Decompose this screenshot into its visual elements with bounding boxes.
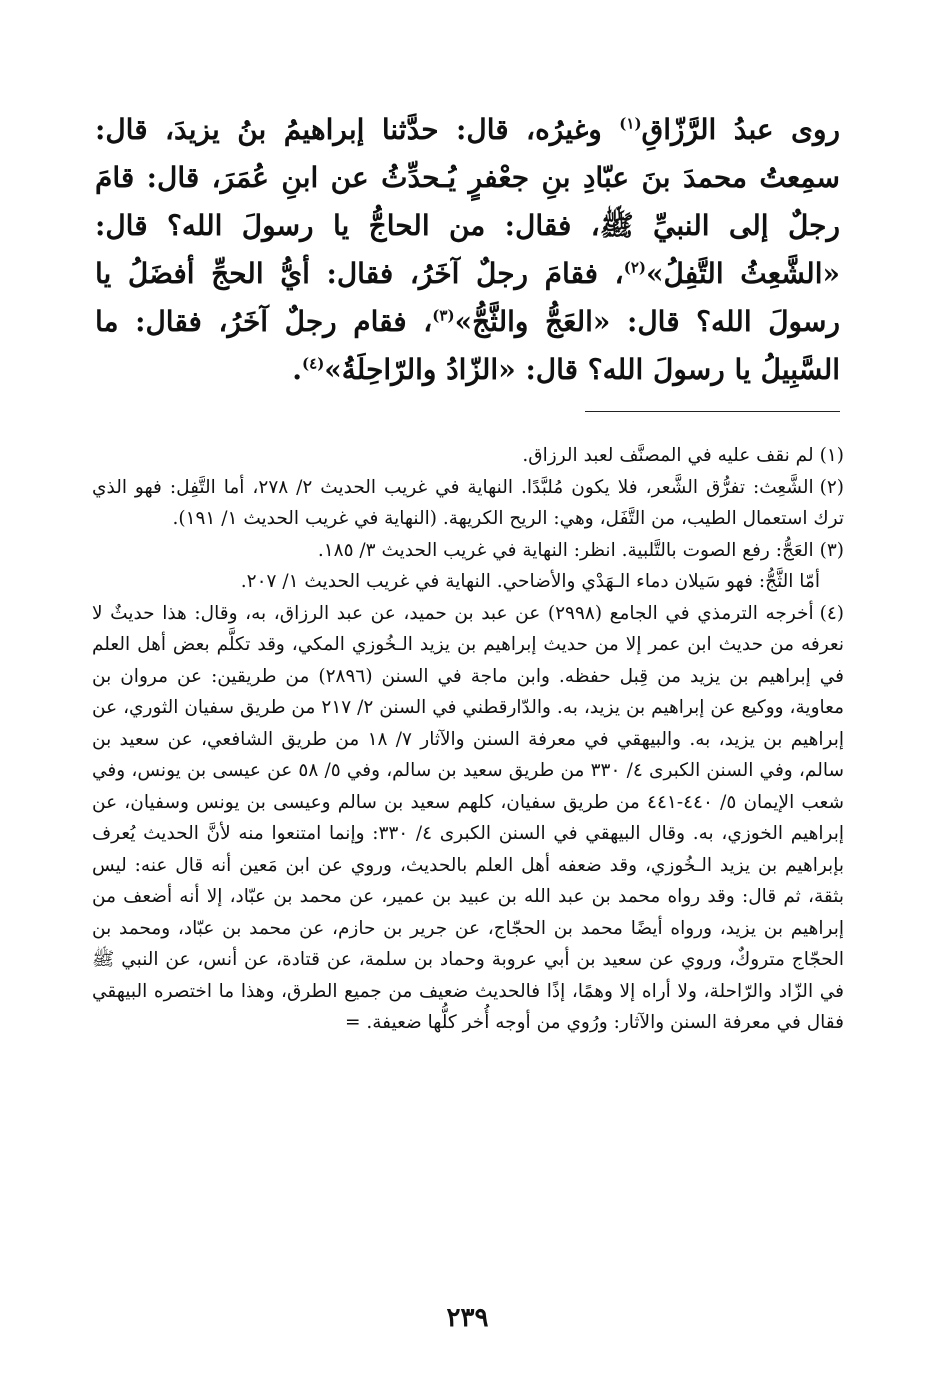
- footnote-ref-3[interactable]: (٣): [432, 306, 455, 325]
- footnote-4: [92, 598, 844, 1039]
- main-text-part-1: روى عبدُ الرَّزّاقِ: [641, 113, 840, 146]
- footnote-3: [92, 535, 844, 567]
- footnote-number: (٤): [819, 602, 844, 624]
- footnote-2: [92, 472, 844, 535]
- footnote-ref-2[interactable]: (٢): [623, 258, 646, 277]
- page-number: ٢٣٩: [446, 1303, 489, 1333]
- footnote-text: لم نقف عليه في المصنَّف لعبد الرزاق.: [522, 445, 814, 466]
- footnote-text: أمّا الثَّجُّ: فهو سَيلان دماء الـهَدْي والأضاحي. النهاية في غريب الحديث ١/ ٢٠٧.: [240, 571, 820, 592]
- footnote-3-continued: [92, 566, 844, 598]
- main-text-part-5: .: [292, 353, 303, 386]
- footnote-text: العَجُّ: رفع الصوت بالتَّلبية. انظر: النهاية في غريب الحديث ٣/ ١٨٥.: [317, 539, 814, 561]
- footnote-ref-4[interactable]: (٤): [302, 354, 325, 373]
- footnote-divider: [585, 411, 840, 412]
- footnote-number: (١): [819, 445, 844, 466]
- main-text: [95, 106, 840, 394]
- footnote-number: (٢): [819, 476, 844, 498]
- footnote-ref-1[interactable]: (١): [619, 114, 642, 133]
- footnote-number: (٣): [819, 539, 844, 561]
- main-text-part-4: ، فقام رجلٌ آخَرُ، فقال: ما السَّبِيلُ يا رسولَ الله؟ قال: «الزّادُ والرّاحِلَةُ»: [95, 305, 840, 386]
- footnote-text: أخرجه الترمذي في الجامع (٢٩٩٨) عن عبد بن حميد، عن عبد الرزاق، به، وقال: هذا حديثٌ لا نعرفه من حديث ابن عمر إلا من حديث إبراهيم بن يزيد الـخُوزي المكي، وقد تكلَّم بعض أهل العلم في إبراهيم بن يزيد من قِبل حفظه. وابن ماجة في السنن (٢٨٩٦) من طريقين: عن مروان بن معاوية، ووكيع عن إبراهيم بن يزيد، به. والدّارقطني في السنن ٢/ ٢١٧ من طريق سفيان الثوري، عن إبراهيم بن يزيد، به. والبيهقي في معرفة السنن والآثار ٧/ ١٨ من طريق الشافعي، عن سعيد بن سالم، وفي السنن الكبرى ٤/ ٣٣٠ من طريق سعيد بن سالم، وفي ٥/ ٥٨ عن عيسى بن يونس، وفي شعب الإيمان ٥/ ٤٤٠-٤٤١ من طريق سفيان، كلهم سعيد بن سالم وعيسى بن يونس وسفيان، عن إبراهيم الخوزي، به. وقال البيهقي في السنن الكبرى ٤/ ٣٣٠: وإنما امتنعوا منه لأنَّ الحديث يُعرف بإبراهيم بن يزيد الـخُوزي، وقد ضعفه أهل العلم بالحديث، وروي عن ابن مَعين أنه قال عنه: ليس بثقة، ثم قال: وقد رواه محمد بن عبد الله بن عبيد بن عمير، عن محمد بن عبّاد، إلا أنه أضعف من إبراهيم بن يزيد، ورواه أيضًا محمد بن الحجّاج، عن جرير بن حازم، عن محمد بن عبّاد، ومحمد بن الحجّاج متروكٌ، وروي عن سعيد بن أبي عروبة وحماد بن سلمة، عن قتادة، عن أنس، عن النبي ﷺ في الزّاد والرّاحلة، ولا أراه إلا وهمًا، إذًا فالحديث ضعيف من جميع الطرق، وهذا ما اختصره البيهقي فقال في معرفة السنن والآثار: ورُوي من أوجه أُخر كلُّها ضعيفة. =: [92, 602, 844, 1033]
- main-text-part-2: وغيرُه، قال: حدَّثنا إبراهيمُ بنُ يزيدَ، قال: سمِعتُ محمدَ بنَ عبّادِ بنِ جعْفرٍ يُـحدِّثُ عن ابنِ عُمَرَ، قال: قامَ رجلٌ إلى النبيِّ ﷺ، فقال: من الحاجُّ يا رسولَ الله؟ قال: «الشَّعِثُ التَّفِلُ»: [95, 113, 840, 290]
- footnote-1: [92, 440, 844, 472]
- main-text-part-3: ، فقامَ رجلٌ آخَرُ، فقال: أيُّ الحجِّ أفضَلُ يا رسولَ الله؟ قال: «العَجُّ والثَّجُّ»: [95, 257, 840, 338]
- footnotes: [92, 440, 844, 1039]
- footnote-text: الشَّعِث: تفرُّق الشَّعر، فلا يكون مُلبَّدًا. النهاية في غريب الحديث ٢/ ٢٧٨، أما التَّفِل: فهو الذي ترك استعمال الطيب، من التَّفَل، وهي: الريح الكريهة. (النهاية في غريب الحديث ١/ ١٩١).: [92, 476, 844, 529]
